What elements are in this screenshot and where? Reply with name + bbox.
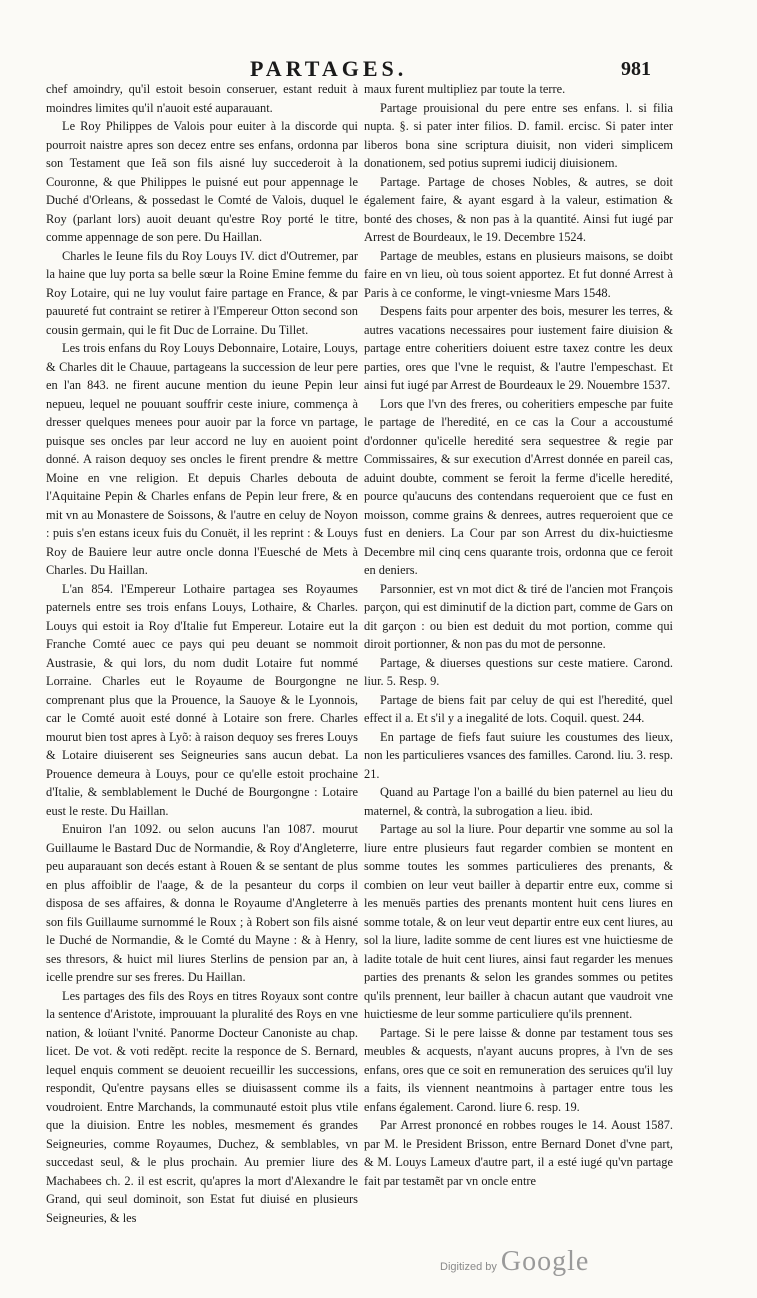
digitized-watermark <box>440 1246 589 1278</box>
running-head: PARTAGES. <box>250 56 408 81</box>
paragraph: Partage prouisional du pere entre ses enfans. l. si filia nupta. §. si pater inter filios. D. famil. ercisc. Si pater inter liberos bona sine scriptura diuisit, non videri simplicem donationem, sed potius supremi iudicij diuisionem. <box>364 100 673 170</box>
paragraph: maux furent multipliez par toute la terre. <box>364 82 566 96</box>
paragraph: Le Roy Philippes de Valois pour euiter à la discorde qui pourroit naistre apres son decez entre ses enfans, ordonna par son Testament que Ieã son fils aisné luy succederoit à la Couronne, & que Philippes le puisné eut pour appennage le Duché d'Orleans, & possedast le Comté de Valois, duquel le Roy (parlant lors) auoit deuant qu'estre Roy porté le titre, comme appennage de son pere. Du Haillan. <box>46 119 358 244</box>
paragraph: Partage au sol la liure. Pour departir vne somme au sol la liure entre plusieurs faut regarder combien se montent en somme toutes les sommes particulieres des prenants, & combien on leur veut bailler à departir entre eux, comme si les menuës parties des prenants montent huit cens liures en somme totale, & on leur veut departir entre eux cent liures, au sol la liure, ladite somme de cent liures est vne huictiesme de ladite totale de huit cent liures, ainsi faut regarder les menues parties des prenants & selon les grandes sommes ou petites qu'ils prennent, leur bailler à chacun autant que vaudroit vne huictiesme de leur somme particuliere qu'ils prennent. <box>364 822 673 1021</box>
paragraph: Charles le Ieune fils du Roy Louys IV. dict d'Outremer, par la haine que luy porta sa belle sœur la Roine Emine femme du Roy Lotaire, qui ne luy voulut faire partage en France, & par pauureté fut contraint se retirer à l'Empereur Otton second son cousin germain, qui le fit Duc de Lorraine. Du Tillet. <box>46 248 358 337</box>
paragraph: Partage de meubles, estans en plusieurs maisons, se doibt faire en vn lieu, où tous soient apportez. Et fut donné Arrest à Paris à ce conforme, le vingt-vniesme Mars 1548. <box>364 248 673 300</box>
paragraph: Partage de biens fait par celuy de qui est l'heredité, quel effect il a. Et s'il y a inegalité de lots. Coquil. quest. 244. <box>364 692 673 725</box>
paragraph: L'an 854. l'Empereur Lothaire partagea ses Royaumes paternels entre ses trois enfans Louys, Lothaire, & Charles. Louys qui estoit ia Roy d'Italie fut Empereur. Lotaire eut la Franche Comté auec ce pays qui peu deuant se nommoit Austrasie, & qui lors, du nom dudit Lotaire fut nommé Lorraine. Charles eut le Royaume de Bourgongne ne comprenant plus que la Prouence, la Sauoye & le Lyonnois, car le Comté auoit esté donné à Lotaire son frere. Charles mourut bien tost apres à Lyõ: à raison dequoy ses freres Louys & Lotaire diuiserent ses Seigneuries sans aucun debat. La Prouence demeura à Louys, pour ce qu'elle estoit prochaine d'Italie, & semblablement le Duché de Bourgongne : Lotaire eust le reste. Du Haillan. <box>46 581 358 818</box>
paragraph: Partage. Partage de choses Nobles, & autres, se doit également faire, & ayant esgard à la valeur, estimation & bonté des choses, & non pas à la quantité. Ainsi fut iugé par Arrest de Bourdeaux, le 19. Decembre 1524. <box>364 174 673 244</box>
right-column <box>364 80 673 1190</box>
page-number: 981 <box>621 58 651 80</box>
paragraph: Despens faits pour arpenter des bois, mesurer les terres, & autres vacations necessaires pour iustement faire diuision & partage entre coheritiers doiuent estre taxez contre les deux parties, ores que l'vne le requist, & l'autre l'empeschast. Et ainsi fut iugé par Arrest de Bourdeaux le 29. Nouembre 1537. <box>364 304 673 392</box>
paragraph: Partage. Si le pere laisse & donne par testament tous ses meubles & acquests, n'ayant aucuns propres, à l'vn de ses enfans, ores que ce soit en remuneration des seruices qu'il luy a faits, ils viennent neantmoins à partager entre tous les enfans également. Carond. liure 6. resp. 19. <box>364 1025 673 1114</box>
paragraph: En partage de fiefs faut suiure les coustumes des lieux, non les particulieres vsances des familles. Carond. liu. 3. resp. 21. <box>364 729 673 781</box>
paragraph: Lors que l'vn des freres, ou coheritiers empesche par fuite le partage de l'heredité, en ce cas la Cour a accoustumé d'ordonner qu'icelle heredité sera sequestree & regie par Commissaires, & sur execution d'Arrest donnée en pareil cas, aduint doubte, comment se feroit la ferme d'icelle heredité, pource qu'aucuns des contendans requeroient que ce fust en moisson, comme grains & denrees, autres requeroient que ce fust en deniers. La Cour par son Arrest du dix-huictiesme Decembre mil cinq cens quarante trois, ordonna que ce feroit en deniers. <box>364 396 673 577</box>
watermark-prefix: Digitized by <box>440 1261 497 1273</box>
paragraph: Les partages des fils des Roys en titres Royaux sont contre la sentence d'Aristote, improuuant la pluralité des Roys en vne nation, & loüant l'vnité. Panorme Docteur Canoniste au chap. licet. De vot. & voti redẽpt. recite la responce de S. Bernard, lequel enquis comment se deuoient recueillir les successions, respondit, Qu'entre paysans elles se diuisassent comme ils voudroient. Entre Marchands, la communauté estoit plus vtile que la diuision. Entre les nobles, mesmement és grandes Seigneuries, comme Royaumes, Duchez, & semblables, vn succedast seul, & le plus prochain. Au premier liure des Machabees ch. 2. il est escrit, qu'apres la mort d'Alexandre le Grand, qui seul dominoit, son Estat fut diuisé en plusieurs Seigneuries, & les <box>46 988 358 1225</box>
google-logo: Google <box>500 1246 590 1277</box>
paragraph: Partage, & diuerses questions sur ceste matiere. Carond. liur. 5. Resp. 9. <box>364 655 673 688</box>
left-column <box>46 80 358 1227</box>
paragraph: Les trois enfans du Roy Louys Debonnaire, Lotaire, Louys, & Charles dit le Chauue, partageans la succession de leur pere en l'an 843. ne firent aucune mention du ieune Pepin leur nepueu, lequel ne pouuant souffrir ceste iniure, commença à dresser quelques menees pour auoir par la force vn partage, puisque ses oncles par leur accord ne luy en auoient point donné. A raison dequoy ses oncles le firent prendre & mettre Moine en vne religion. Et depuis Charles debouta de l'Aquitaine Pepin & Charles enfans de Pepin leur frere, & en mit vn au Monastere de Soissons, & l'autre en celuy de Noyon : puis s'en estans iceux fuis du Conuët, il les reprint : & Louys Roy de Bauiere leur autre oncle donna l'Euesché de Mets à Charles. Du Haillan. <box>46 341 358 577</box>
paragraph: chef amoindry, qu'il estoit besoin conseruer, estant reduit à moindres limites qu'il n'auoit esté auparauant. <box>46 82 358 115</box>
paragraph: Enuiron l'an 1092. ou selon aucuns l'an 1087. mourut Guillaume le Bastard Duc de Normandie, & Roy d'Angleterre, peu auparauant son decés estant à Rouen & se sentant de plus en plus affoiblir de l'aage, & de la pesanteur du corps il disposa de ses affaires, & donna le Royaume d'Angleterre à son fils Guillaume surnommé le Roux ; à Robert son fils aisné le Duché de Normandie, & le Comté du Mayne : & à Henry, ses thresors, & huict mil liures Sterlins de pension par an, à icelle prendre sur ses freres. Du Haillan. <box>46 822 358 984</box>
paragraph: Quand au Partage l'on a baillé du bien paternel au lieu du maternel, & contrà, la subrogation a lieu. ibid. <box>364 785 673 818</box>
paragraph: Parsonnier, est vn mot dict & tiré de l'ancien mot François parçon, qui est diminutif de la diction part, comme de Gars on dit garçon : ou bien est deduit du mot portion, comme qui diroit portionner, & non pas du mot de personne. <box>364 581 673 651</box>
paragraph: Par Arrest prononcé en robbes rouges le 14. Aoust 1587. par M. le President Brisson, entre Bernard Donet d'vne part, & M. Louys Lameux d'autre part, il a esté iugé qu'vn partage fait par testamẽt par vn oncle entre <box>364 1118 673 1188</box>
